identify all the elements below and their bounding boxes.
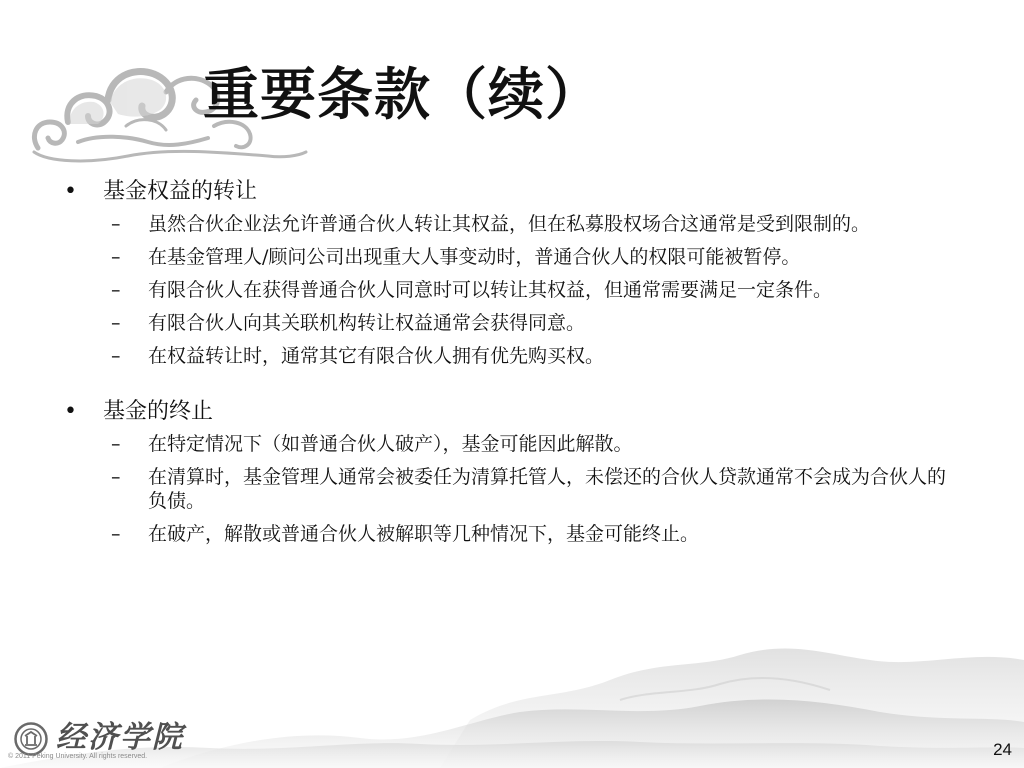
sub-bullet-list [103, 432, 960, 546]
sub-bullet-text: 有限合伙人在获得普通合伙人同意时可以转让其权益，但通常需要满足一定条件。 [148, 279, 833, 301]
sub-bullet-item [103, 311, 958, 335]
bullet-dot-icon: • [64, 399, 77, 424]
bullet-heading: 基金的终止 [103, 399, 214, 424]
dash-icon: – [111, 433, 121, 455]
sub-bullet-item [103, 344, 958, 368]
page-number: 24 [993, 740, 1012, 759]
slide-title: 重要条款（续） [203, 63, 602, 128]
sub-bullet-item [103, 465, 958, 513]
dash-icon: – [111, 246, 121, 268]
bullet-transfer-of-interest [60, 176, 960, 368]
sub-bullet-item [103, 522, 958, 546]
sub-bullet-text: 在破产，解散或普通合伙人被解职等几种情况下，基金可能终止。 [148, 523, 700, 545]
sub-bullet-item [103, 245, 958, 269]
sub-bullet-text: 虽然合伙企业法允许普通合伙人转让其权益，但在私募股权场合这通常是受到限制的。 [148, 213, 871, 235]
sub-bullet-text: 在权益转让时，通常其它有限合伙人拥有优先购买权。 [148, 345, 605, 367]
sub-bullet-text: 在清算时，基金管理人通常会被委任为清算托管人，未偿还的合伙人贷款通常不会成为合伙人的负债。 [148, 466, 947, 512]
sub-bullet-text: 有限合伙人向其关联机构转让权益通常会获得同意。 [148, 312, 586, 334]
copyright-notice: © 2011 Peking University. All rights reserved. [8, 753, 148, 760]
dash-icon: – [111, 345, 121, 367]
bullet-fund-termination [60, 396, 960, 546]
slide-content [60, 176, 960, 555]
bullet-dot-icon: • [64, 179, 77, 204]
sub-bullet-item [103, 212, 958, 236]
university-seal-icon [14, 722, 48, 756]
sub-bullet-text: 在基金管理人/顾问公司出现重大人事变动时，普通合伙人的权限可能被暂停。 [148, 246, 801, 268]
bullet-heading: 基金权益的转让 [103, 179, 258, 204]
sub-bullet-item [103, 432, 958, 456]
dash-icon: – [111, 213, 121, 235]
sub-bullet-text: 在特定情况下（如普通合伙人破产），基金可能因此解散。 [148, 433, 633, 455]
dash-icon: – [111, 312, 121, 334]
dash-icon: – [111, 279, 121, 301]
dash-icon: – [111, 523, 121, 545]
dash-icon: – [111, 466, 121, 488]
logo-text: 经济学院 [56, 720, 184, 755]
sub-bullet-list [103, 212, 960, 368]
sub-bullet-item [103, 278, 958, 302]
